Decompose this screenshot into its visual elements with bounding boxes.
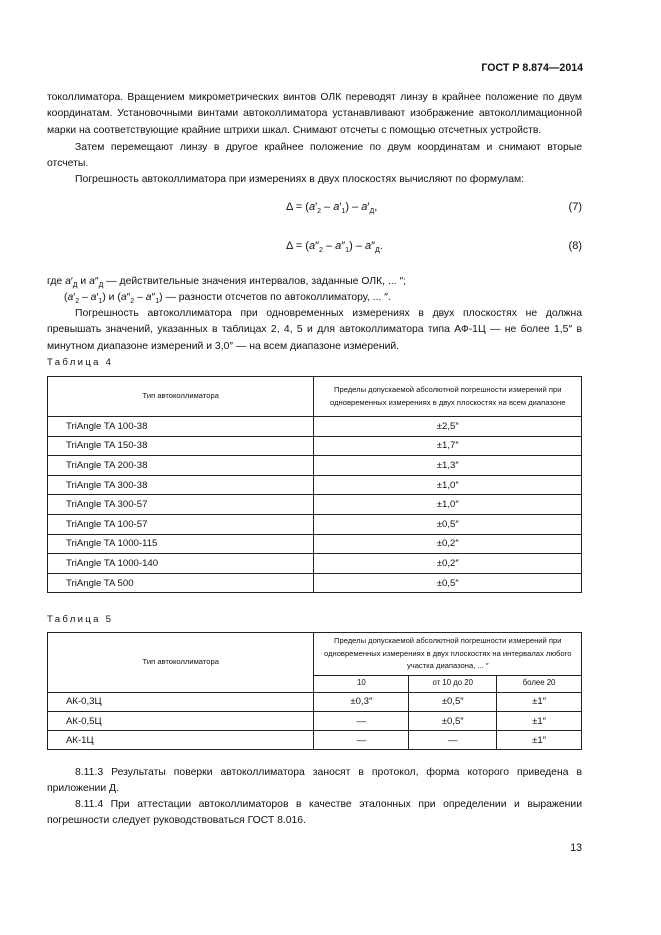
table4-cell-type: TriAngle TA 100-57: [48, 514, 314, 534]
table4-cell-value: ±0,5″: [314, 573, 582, 593]
table5-cell-10-20: —: [409, 731, 497, 750]
table-4: [47, 376, 582, 593]
table5-cell-10: —: [314, 711, 409, 730]
table-row: [48, 711, 582, 730]
table5-cell-type: АК-0,3Ц: [48, 692, 314, 711]
table4-header-type: Тип автоколлиматора: [48, 377, 314, 417]
table4-header-error: Пределы допускаемой абсолютной погрешности измерений при одновременных измерениях в двух плоскостях на всем диапазоне: [314, 377, 582, 417]
table5-caption: Таблица 5: [47, 614, 114, 625]
where-line: где $a'_Д$ и $a''_Д$ — действительные значения интервалов, заданные ОЛК, ... ″;: [47, 276, 407, 289]
table4-cell-type: TriAngle TA 500: [48, 573, 314, 593]
where-definition: — действительные значения интервалов, заданные ОЛК, ... ″;: [103, 276, 407, 287]
table5-cell-10-20: ±0,5″: [409, 711, 497, 730]
difference-definition: — разности отсчетов по автоколлиматору, ... ″.: [162, 292, 391, 303]
formula-7-number: (7): [568, 201, 582, 213]
table5-cell-10: ±0,3″: [314, 692, 409, 711]
table-row: [48, 417, 582, 437]
table-row: [48, 573, 582, 593]
page-number: 13: [570, 842, 582, 854]
paragraph-8-11-4: 8.11.4 При аттестации автоколлиматоров в качестве эталонных при определении и выражении погрешности следует руководствоваться ГОСТ 8.016.: [47, 799, 582, 827]
paragraph-8-11-3: 8.11.3 Результаты поверки автоколлиматора заносят в протокол, форма которого приведена в приложении Д.: [47, 767, 582, 795]
table-row: [48, 554, 582, 574]
table4-cell-type: TriAngle TA 150-38: [48, 436, 314, 456]
table5-cell-over-20: ±1″: [497, 692, 582, 711]
paragraph-formula-intro: Погрешность автоколлиматора при измерениях в двух плоскостях вычисляют по формулам:: [75, 174, 525, 185]
table4-cell-value: ±0,5″: [314, 514, 582, 534]
table4-cell-value: ±1,0″: [314, 495, 582, 515]
standard-number: ГОСТ Р 8.874—2014: [481, 62, 583, 74]
table4-cell-value: ±1,0″: [314, 475, 582, 495]
table4-cell-type: TriAngle TA 300-57: [48, 495, 314, 515]
table5-cell-type: АК-1Ц: [48, 731, 314, 750]
table5-subheader: 10: [314, 675, 409, 692]
table5-cell-over-20: ±1″: [497, 731, 582, 750]
table5-cell-10: —: [314, 731, 409, 750]
table5-header-error: Пределы допускаемой абсолютной погрешности измерений при одновременных измерениях в двух плоскостях на интервалах любого участка диапазона, ... ″: [314, 633, 582, 676]
table5-subheader: более 20: [497, 675, 582, 692]
table4-cell-value: ±1,7″: [314, 436, 582, 456]
table-row: [48, 456, 582, 476]
table4-cell-type: TriAngle TA 200-38: [48, 456, 314, 476]
table4-cell-type: TriAngle TA 1000-115: [48, 534, 314, 554]
paragraph-second-readings: Затем перемещают линзу в другое крайнее положение по двум координатам и снимают вторые отсчеты.: [47, 142, 582, 170]
table5-cell-over-20: ±1″: [497, 711, 582, 730]
table5-header-type: Тип автоколлиматора: [48, 633, 314, 693]
table4-cell-value: ±0,2″: [314, 534, 582, 554]
table4-cell-type: TriAngle TA 100-38: [48, 417, 314, 437]
formula-7: $\Delta = (a'_2 - a'_1) - a'_Д$,: [286, 201, 378, 215]
table4-caption: Таблица 4: [47, 357, 114, 368]
paragraph-continuation: токоллиматора. Вращением микрометрических винтов ОЛК переводят линзу в крайнее положение по двум координатам. Установочными винтами автоколлиматора устанавливают изображение автоколлимационной марки на соответствующие крайние штрихи шкал. Снимают отсчеты с помощью отсчетных устройств.: [47, 92, 582, 136]
table4-cell-value: ±1,3″: [314, 456, 582, 476]
table-row: [48, 731, 582, 750]
table5-subheader: от 10 до 20: [409, 675, 497, 692]
table4-cell-value: ±0,2″: [314, 554, 582, 574]
table-row: [48, 475, 582, 495]
paragraph-limits: Погрешность автоколлиматора при одновременных измерениях в двух плоскостях не должна превышать значений, указанных в таблицах 2, 4, 5 и для автоколлиматора типа АФ-1Ц — не более 1,5″ в минутном диапазоне измерений и 3,0″ — на всем диапазоне измерений.: [47, 308, 582, 352]
table4-cell-value: ±2,5″: [314, 417, 582, 437]
table-row: [48, 436, 582, 456]
table-5: [47, 632, 582, 750]
table4-cell-type: TriAngle TA 1000-140: [48, 554, 314, 574]
formula-8: $\Delta = (a''_2 - a''_1) - a''_Д$.: [286, 240, 383, 254]
difference-line: $(a'_2 - a'_1)$ и $(a''_2 - a''_1)$ — разности отсчетов по автоколлиматору, ... ″.: [64, 292, 391, 305]
table5-cell-type: АК-0,5Ц: [48, 711, 314, 730]
table-row: [48, 692, 582, 711]
table-row: [48, 534, 582, 554]
where-prefix: где: [47, 276, 66, 287]
table5-cell-10-20: ±0,5″: [409, 692, 497, 711]
formula-8-number: (8): [568, 240, 582, 252]
table-row: [48, 514, 582, 534]
table-row: [48, 495, 582, 515]
table4-cell-type: TriAngle TA 300-38: [48, 475, 314, 495]
